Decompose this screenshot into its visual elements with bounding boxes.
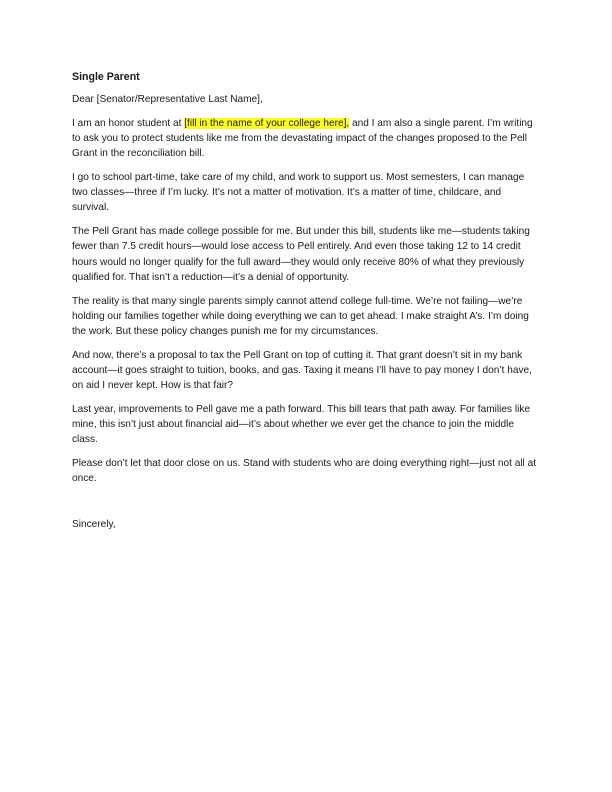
paragraph-appeal: Please don’t let that door close on us. Stand with students who are doing everything right—just not all at once.: [72, 458, 537, 485]
letter-title: Single Parent: [72, 71, 140, 83]
intro-text-before: I am an honor student at: [72, 117, 185, 129]
salutation: Dear [Senator/Representative Last Name],: [72, 94, 263, 105]
paragraph-last-year: Last year, improvements to Pell gave me a path forward. This bill tears that path away. For families like mine, this isn’t just about financial aid—it’s about whether we ever get the chance to join the middle class.: [72, 404, 530, 446]
college-name-placeholder: [fill in the name of your college here],: [184, 117, 350, 129]
intro-text-after: and I am also a single parent. I’m writing to ask you to protect students like me from the devastating impact of the changes proposed to the Pell Grant in the reconciliation bill.: [72, 117, 533, 160]
paragraph-tax-proposal: And now, there’s a proposal to tax the Pell Grant on top of cutting it. That grant doesn’t sit in my bank account—it goes straight to tuition, books, and gas. Taxing it means I’ll have to pay money I don’t have, on aid I never kept. How is that fair?: [72, 349, 532, 392]
paragraph-schedule: I go to school part-time, take care of my child, and work to support us. Most semesters, I can manage two classes—three if I’m lucky. It’s not a matter of motivation. It’s a matter of time, childcare, and survival.: [72, 172, 525, 214]
closing: Sincerely,: [72, 518, 116, 530]
paragraph-single-parents: The reality is that many single parents simply cannot attend college full-time. We’re not failing—we’re holding our families together while doing everything we can to get ahead. I make straight A’s. I’m doing the work. But these policy changes punish me for my circumstances.: [72, 295, 529, 338]
paragraph-pell-impact: The Pell Grant has made college possible for me. But under this bill, students like me—students taking fewer than 7.5 credit hours—would lose access to Pell entirely. And even those taking 12 to 14 credit hours would no longer qualify for the full award—they would only receive 80% of what they previously qualified for. That isn’t a reduction—it’s a denial of opportunity.: [72, 226, 530, 283]
letter-body: [72, 70, 540, 540]
intro-paragraph: [72, 116, 540, 162]
